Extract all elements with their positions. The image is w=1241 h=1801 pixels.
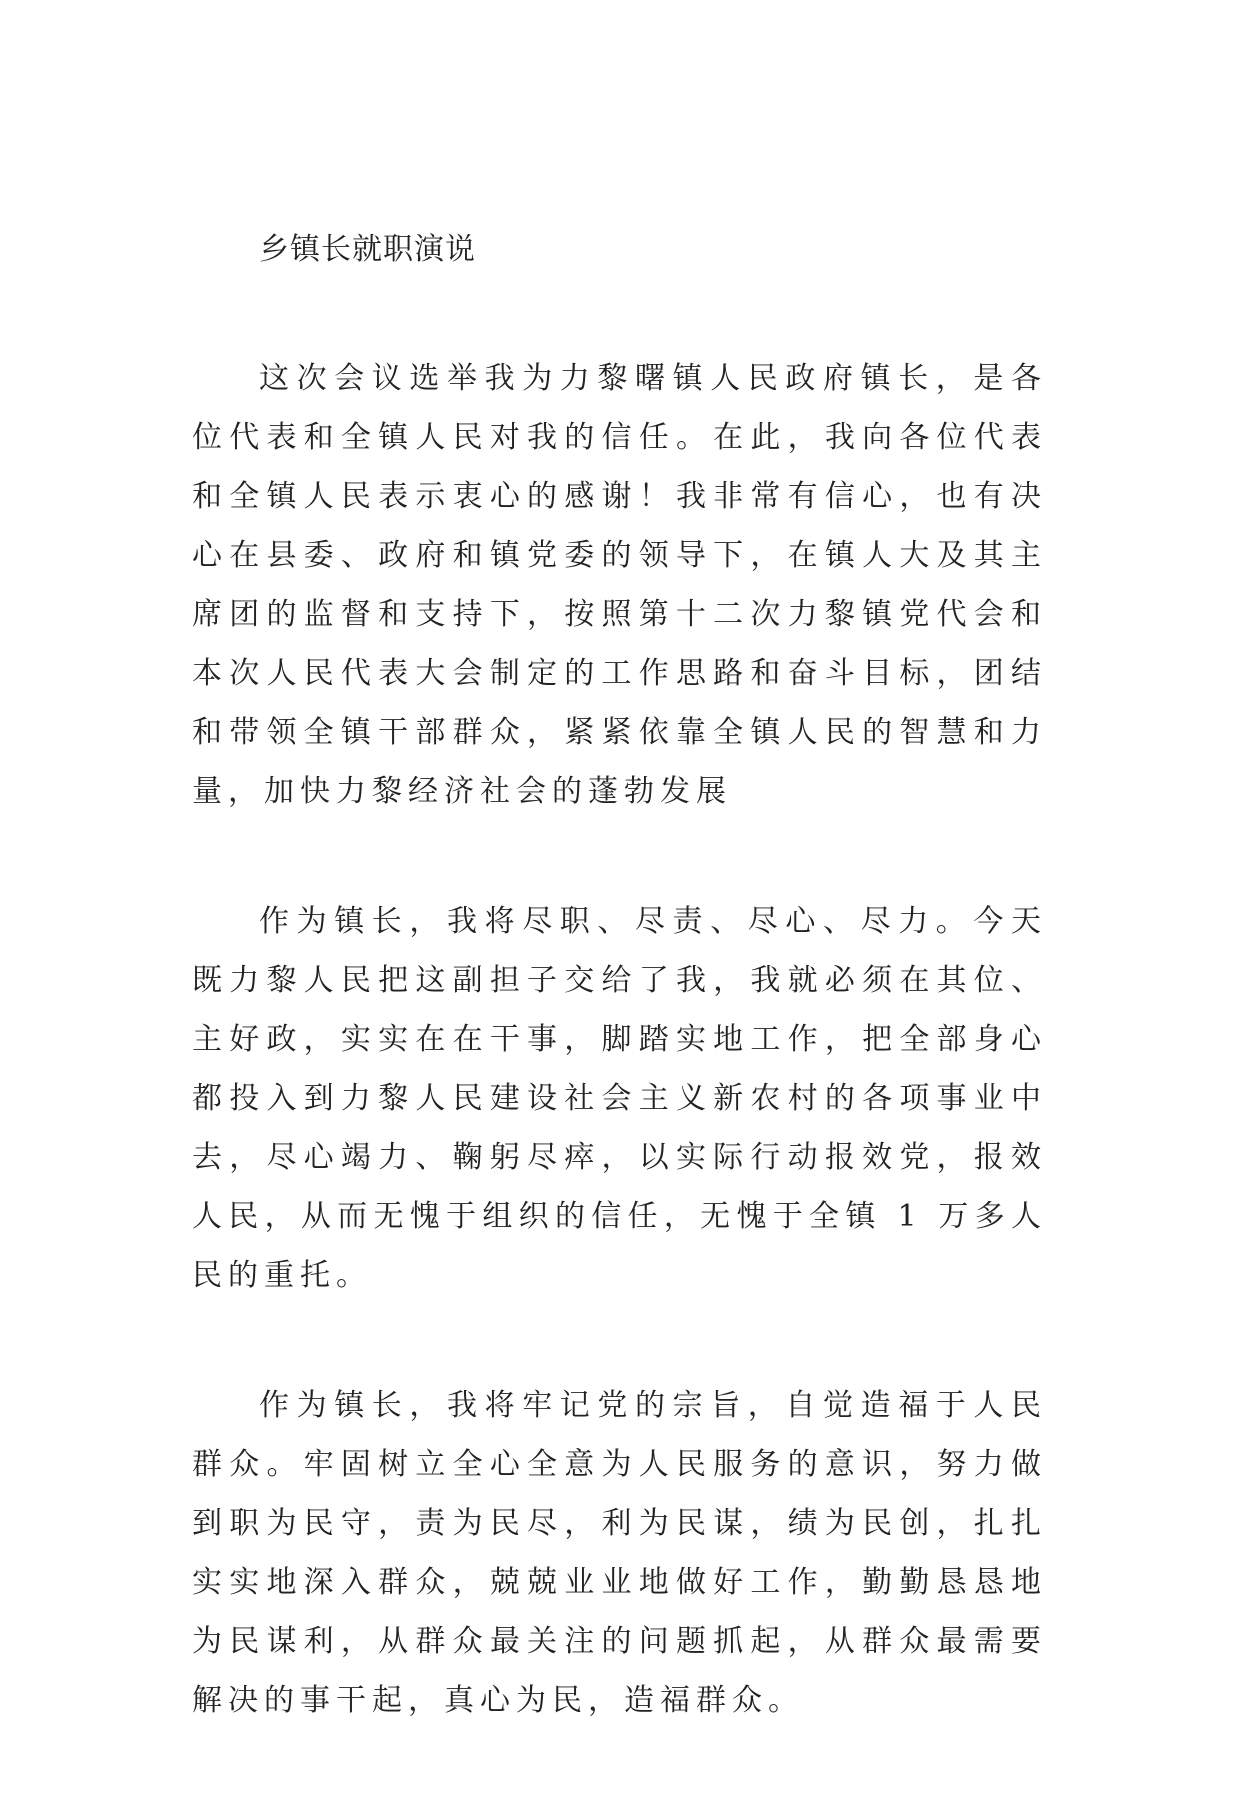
document-body bbox=[192, 220, 1047, 1801]
paragraph-service: 作为镇长，我将牢记党的宗旨，自觉造福于人民群众。牢固树立全心全意为人民服务的意识，努力做到职为民守，责为民尽，利为民谋，绩为民创，扎扎实实地深入群众，兢兢业业地做好工作，勤勤恳恳地为民谋利，从群众最关注的问题抓起，从群众最需要解决的事干起，真心为民，造福群众。 bbox=[192, 1388, 1047, 1718]
paragraph-duty: 作为镇长，我将尽职、尽责、尽心、尽力。今天既力黎人民把这副担子交给了我，我就必须在其位、主好政，实实在在干事，脚踏实地工作，把全部身心都投入到力黎人民建设社会主义新农村的各项事业中去，尽心竭力、鞠躬尽瘁，以实际行动报效党，报效人民，从而无愧于组织的信任，无愧于全镇 1 万多人民的重托。 bbox=[192, 904, 1047, 1293]
paragraph-election: 这次会议选举我为力黎曙镇人民政府镇长，是各位代表和全镇人民对我的信任。在此，我向各位代表和全镇人民表示衷心的感谢！我非常有信心，也有决心在县委、政府和镇党委的领导下，在镇人大及其主席团的监督和支持下，按照第十二次力黎镇党代会和本次人民代表大会制定的工作思路和奋斗目标，团结和带领全镇干部群众，紧紧依靠全镇人民的智慧和力量，加快力黎经济社会的蓬勃发展 bbox=[192, 361, 1047, 809]
document-title: 乡镇长就职演说 bbox=[259, 232, 476, 267]
